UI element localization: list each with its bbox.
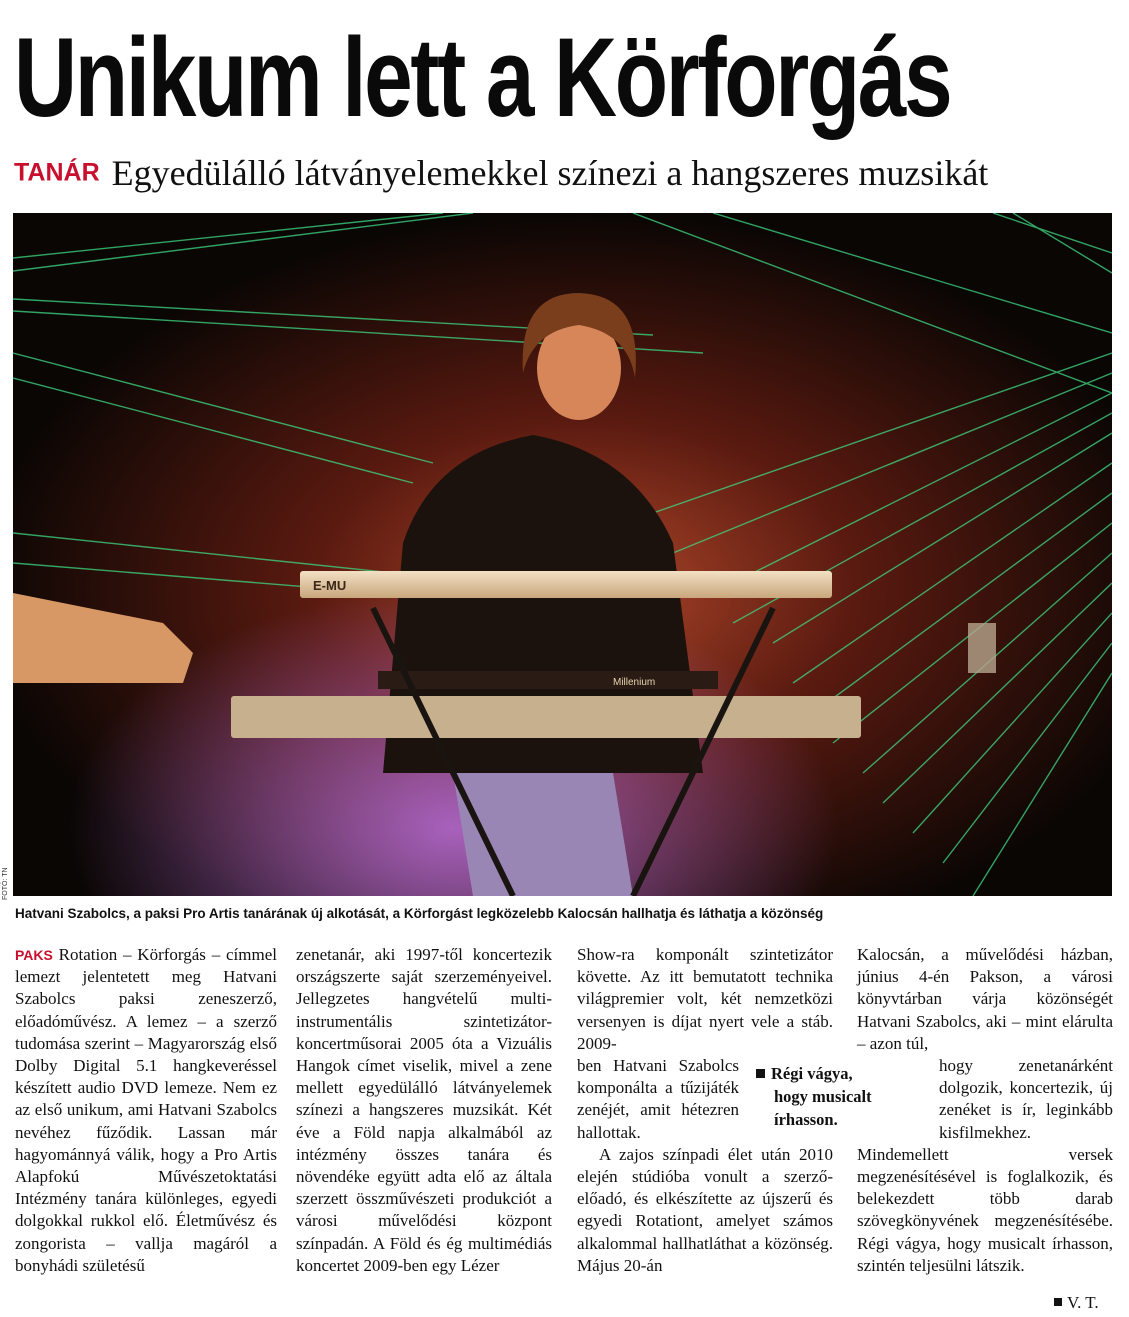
concert-photo-illustration: [13, 213, 1112, 896]
stage-equipment: [968, 623, 996, 673]
column-4-text-bottom: Mindemellett versek megzenésítésével is foglalkozik, és belekezdett több darab szövegkönyvének megzenésítésébe. Régi vágya, hogy musicalt írhasson, szintén teljesülni látszik.: [857, 1144, 1113, 1275]
keyboard-top: [300, 571, 832, 598]
keyboard-middle: [378, 671, 718, 689]
photo-caption: Hatvani Szabolcs, a paksi Pro Artis tanárának új alkotását, a Körforgást legközelebb Kalocsán hallhatja és láthatja a közönség: [15, 906, 824, 921]
column-4-text-top: Kalocsán, a művelődési házban, június 4-én Pakson, a városi könyvtárban várja közönségét Hatvani Szabolcs, aki – mint elárulta – azon túl,: [857, 945, 1113, 1053]
keyboard-brand-bottom: Millenium: [613, 677, 656, 688]
article-column-1: [15, 944, 277, 1277]
headline: Unikum lett a Körforgás: [14, 15, 951, 140]
pull-quote-line-3: írhasson.: [774, 1110, 838, 1129]
column-3-text-bottom: A zajos színpadi élet után 2010 elején stúdióba vonult a szerző-előadó, és elkészítette az újszerű és egyedi Rotationt, amelyet számos alkalommal hallhatláthat a közönség. Május 20-án: [577, 1144, 833, 1275]
deck: Egyedülálló látványelemekkel színezi a hangszeres muzsikát: [111, 153, 989, 193]
column-3-text-top: Show-ra komponált szintetizátor követte. Az itt bemutatott technika világpremier volt, két nemzetközi versenyen is díjat nyert vele a stáb. 2009-: [577, 945, 833, 1053]
pull-quote-line-2: hogy musicalt: [774, 1087, 872, 1106]
column-1-text: Rotation – Körforgás – címmel lemezt jelentetett meg Hatvani Szabolcs paksi zeneszerző, előadóművész. A lemez – a szerző tudomása szerint – Magyarország első Dolby Digital 5.1 hangkeveréssel készített audio DVD lemeze. Nem ez az első unikum, ami Hatvani Szabolcs nevéhez fűződik. Lassan már hagyománnyá válik, hogy a Pro Artis Alapfokú Művészetoktatási Intézmény tanára különleges, egyedi dolgokkal rukkol elő. Életművész és zongorista – vallja magáról a bonyhádi születésű: [15, 945, 277, 1275]
photo-credit: FOTÓ: TN: [2, 867, 9, 900]
bullet-square-icon: [1054, 1298, 1062, 1306]
byline-signoff: V. T.: [1054, 1292, 1114, 1314]
column-4-text-narrow: hogy zenetanárként dolgozik, koncertezik, új zenéket is ír, leginkább kisfilmekhez.: [939, 1056, 1113, 1142]
article-column-4: [857, 944, 1113, 1277]
column-3-text-narrow: ben Hatvani Szabolcs komponálta a tűzijáték zenéjét, amit hétezren hallottak.: [577, 1056, 739, 1142]
keyboard-brand-top: E-MU: [313, 578, 347, 593]
section-kicker: TANÁR: [14, 158, 100, 187]
bullet-square-icon: [756, 1069, 765, 1078]
subheadline: [14, 152, 1114, 202]
keyboard-bottom: [231, 696, 861, 738]
concert-photo: [13, 213, 1112, 896]
article-column-2: [296, 944, 552, 1277]
pull-quote-line-1: Régi vágya,: [756, 1062, 926, 1085]
dateline: PAKS: [15, 947, 53, 963]
column-2-text: zenetanár, aki 1997-től koncertezik országszerte saját szerzeményeivel. Jellegzetes hangvételű multi-instrumentális szintetizátor-koncertműsorai 2005 óta a Vizuális Hangok címet viselik, mivel a zene mellett egyedülálló látványelemek színezi a hangszeres muzsikát. Két éve a Föld napja alkalmából az intézmény összes tanára és növendéke együtt adta elő az általa szerzett összművészeti produkciót a városi művelődési központ színpadán. A Föld és ég multimédiás koncertet 2009-ben egy Lézer: [296, 945, 552, 1275]
